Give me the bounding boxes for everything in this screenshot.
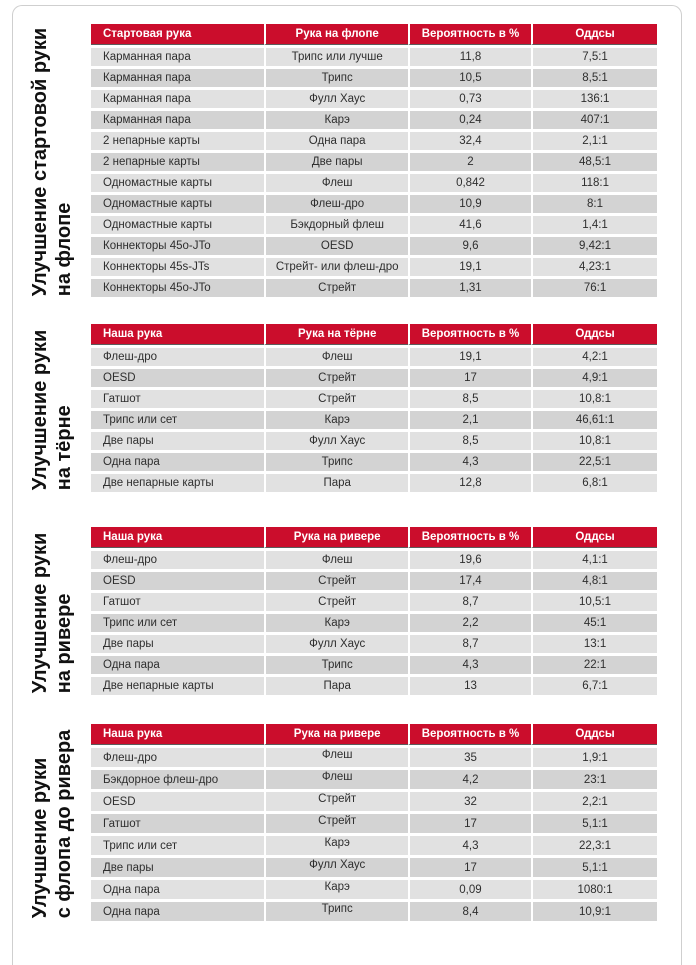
table-cell: Карэ [264, 614, 407, 632]
table-row [91, 390, 657, 408]
table-cell: Флеш-дро [91, 551, 264, 569]
table-cell: 1,31 [408, 279, 531, 297]
table-cell: Карманная пара [91, 111, 264, 129]
table-cell: 13 [408, 677, 531, 695]
table-row [91, 593, 657, 611]
table-header-row [91, 24, 657, 45]
table-cell: Две пары [91, 432, 264, 450]
table-cell: Флеш-дро [91, 348, 264, 366]
table-cell: 23:1 [531, 770, 657, 789]
table-cell: 0,24 [408, 111, 531, 129]
table-cell: 9,6 [408, 237, 531, 255]
table-cell: Трипс [264, 69, 407, 87]
table-cell: Одна пара [91, 656, 264, 674]
table-cell: Стрейт [264, 814, 407, 833]
table-cell: 8,4 [408, 902, 531, 921]
table-cell: 19,6 [408, 551, 531, 569]
table-cell: 5,1:1 [531, 814, 657, 833]
table-cell: 22,5:1 [531, 453, 657, 471]
table-cell: 8,5 [408, 432, 531, 450]
column-header: Оддсы [531, 24, 657, 45]
table-cell: Карэ [264, 411, 407, 429]
table-cell: 2 непарные карты [91, 132, 264, 150]
table-cell: 48,5:1 [531, 153, 657, 171]
table-cell: Флеш [264, 770, 407, 789]
table-cell: Фулл Хаус [264, 90, 407, 108]
table-cell: Стрейт [264, 572, 407, 590]
table-row [91, 195, 657, 213]
table-cell: 35 [408, 748, 531, 767]
table-cell: Две пары [91, 858, 264, 877]
column-header: Рука на ривере [264, 724, 407, 745]
content-page [12, 5, 682, 965]
table-cell: 22,3:1 [531, 836, 657, 855]
table-cell: 4,8:1 [531, 572, 657, 590]
table-cell: 32 [408, 792, 531, 811]
table-row [91, 614, 657, 632]
table-cell: Гатшот [91, 593, 264, 611]
table-cell: 8,5:1 [531, 69, 657, 87]
table-cell: 17 [408, 814, 531, 833]
table-cell: Стрейт [264, 279, 407, 297]
rotated-section-label [13, 324, 91, 495]
table-cell: 7,5:1 [531, 48, 657, 66]
table-cell: Карманная пара [91, 90, 264, 108]
table-cell: 0,842 [408, 174, 531, 192]
table-cell: Флеш [264, 748, 407, 767]
table-cell: Одномастные карты [91, 216, 264, 234]
section-label-line: на ривере [53, 593, 75, 693]
table-cell: Карэ [264, 836, 407, 855]
table-row [91, 474, 657, 492]
table-cell: Коннекторы 45s-JTs [91, 258, 264, 276]
table-cell: 4,3 [408, 656, 531, 674]
column-header: Наша рука [91, 724, 264, 745]
table-cell: Карэ [264, 880, 407, 899]
column-header: Вероятность в % [408, 24, 531, 45]
table-cell: 118:1 [531, 174, 657, 192]
table-wrapper [91, 527, 657, 698]
table-cell: 76:1 [531, 279, 657, 297]
odds-table-river [91, 524, 657, 698]
table-cell: Коннекторы 45o-JTo [91, 237, 264, 255]
table-cell: 10,5 [408, 69, 531, 87]
table-cell: Коннекторы 45o-JTo [91, 279, 264, 297]
table-cell: Пара [264, 677, 407, 695]
table-cell: Флеш [264, 348, 407, 366]
table-cell: Трипс [264, 453, 407, 471]
table-cell: 4,3 [408, 453, 531, 471]
table-header-row [91, 724, 657, 745]
table-cell: 4,23:1 [531, 258, 657, 276]
table-cell: Одна пара [91, 880, 264, 899]
section-label-line: с флопа до ривера [53, 729, 75, 919]
table-cell: Гатшот [91, 814, 264, 833]
table-cell: Две непарные карты [91, 677, 264, 695]
table-cell: 17 [408, 858, 531, 877]
table-row [91, 48, 657, 66]
table-cell: Фулл Хаус [264, 858, 407, 877]
table-cell: 12,8 [408, 474, 531, 492]
rotated-section-label [13, 24, 91, 300]
table-cell: 8,5 [408, 390, 531, 408]
table-row [91, 677, 657, 695]
table-cell: 4,1:1 [531, 551, 657, 569]
table-row [91, 770, 657, 789]
table-row [91, 348, 657, 366]
table-cell: Бэкдорный флеш [264, 216, 407, 234]
table-row [91, 174, 657, 192]
table-cell: Стрейт [264, 369, 407, 387]
table-cell: 4,9:1 [531, 369, 657, 387]
table-cell: 22:1 [531, 656, 657, 674]
table-cell: Трипс или лучше [264, 48, 407, 66]
table-cell: Две пары [264, 153, 407, 171]
table-cell: 32,4 [408, 132, 531, 150]
table-row [91, 90, 657, 108]
table-cell: 10,5:1 [531, 593, 657, 611]
table-cell: 10,9 [408, 195, 531, 213]
table-cell: Трипс или сет [91, 411, 264, 429]
table-row [91, 814, 657, 833]
table-cell: Карманная пара [91, 69, 264, 87]
table-row [91, 216, 657, 234]
table-header-row [91, 324, 657, 345]
table-cell: 6,7:1 [531, 677, 657, 695]
column-header: Рука на флопе [264, 24, 407, 45]
column-header: Рука на ривере [264, 527, 407, 548]
section-label-line: Улучшение стартовой руки [29, 27, 51, 297]
table-cell: 46,61:1 [531, 411, 657, 429]
table-cell: Флеш-дро [264, 195, 407, 213]
table-cell: Бэкдорное флеш-дро [91, 770, 264, 789]
table-cell: Одна пара [264, 132, 407, 150]
table-cell: OESD [91, 792, 264, 811]
table-cell: Флеш-дро [91, 748, 264, 767]
table-cell: 1,9:1 [531, 748, 657, 767]
table-cell: 8:1 [531, 195, 657, 213]
table-row [91, 279, 657, 297]
table-cell: 0,09 [408, 880, 531, 899]
table-cell: Одномастные карты [91, 174, 264, 192]
table-row [91, 902, 657, 921]
table-cell: Флеш [264, 551, 407, 569]
table-row [91, 572, 657, 590]
table-cell: OESD [264, 237, 407, 255]
table-cell: 45:1 [531, 614, 657, 632]
table-row [91, 635, 657, 653]
table-cell: OESD [91, 572, 264, 590]
table-cell: 6,8:1 [531, 474, 657, 492]
column-header: Вероятность в % [408, 724, 531, 745]
table-cell: 10,9:1 [531, 902, 657, 921]
table-cell: Две пары [91, 635, 264, 653]
table-cell: OESD [91, 369, 264, 387]
table-wrapper [91, 24, 657, 300]
table-cell: 8,7 [408, 635, 531, 653]
odds-table-flop-to-river [91, 721, 657, 924]
table-cell: 5,1:1 [531, 858, 657, 877]
section-label-line: на флопе [53, 202, 75, 297]
table-row [91, 258, 657, 276]
table-cell: 2 [408, 153, 531, 171]
column-header: Вероятность в % [408, 324, 531, 345]
table-cell: Одна пара [91, 902, 264, 921]
table-cell: 17,4 [408, 572, 531, 590]
table-cell: Фулл Хаус [264, 635, 407, 653]
table-cell: 10,8:1 [531, 390, 657, 408]
table-cell: Гатшот [91, 390, 264, 408]
table-cell: 11,8 [408, 48, 531, 66]
table-row [91, 153, 657, 171]
table-cell: 136:1 [531, 90, 657, 108]
table-row [91, 748, 657, 767]
table-cell: Фулл Хаус [264, 432, 407, 450]
table-cell: 8,7 [408, 593, 531, 611]
section-flop [13, 24, 681, 300]
table-cell: Стрейт [264, 390, 407, 408]
odds-table-turn [91, 321, 657, 495]
table-row [91, 836, 657, 855]
table-row [91, 453, 657, 471]
table-cell: 1,4:1 [531, 216, 657, 234]
table-row [91, 132, 657, 150]
column-header: Оддсы [531, 527, 657, 548]
section-label-line: Улучшение руки [29, 532, 51, 693]
odds-table-flop [91, 21, 657, 300]
table-cell: Две непарные карты [91, 474, 264, 492]
table-cell: Карманная пара [91, 48, 264, 66]
rotated-section-label [13, 724, 91, 924]
column-header: Стартовая рука [91, 24, 264, 45]
section-river [13, 527, 681, 698]
table-cell: Одномастные карты [91, 195, 264, 213]
table-cell: 13:1 [531, 635, 657, 653]
table-row [91, 69, 657, 87]
table-cell: Стрейт [264, 593, 407, 611]
table-cell: Трипс [264, 902, 407, 921]
table-row [91, 792, 657, 811]
table-cell: Трипс [264, 656, 407, 674]
table-cell: 1080:1 [531, 880, 657, 899]
section-label-line: Улучшение руки [29, 757, 51, 919]
column-header: Вероятность в % [408, 527, 531, 548]
table-row [91, 432, 657, 450]
table-cell: Флеш [264, 174, 407, 192]
section-label-line: Улучшение руки [29, 329, 51, 490]
table-row [91, 858, 657, 877]
table-header-row [91, 527, 657, 548]
table-cell: 9,42:1 [531, 237, 657, 255]
table-cell: 2,2:1 [531, 792, 657, 811]
table-wrapper [91, 724, 657, 924]
table-cell: Карэ [264, 111, 407, 129]
table-row [91, 237, 657, 255]
table-cell: 2,2 [408, 614, 531, 632]
column-header: Оддсы [531, 724, 657, 745]
table-cell: 2,1 [408, 411, 531, 429]
table-cell: 10,8:1 [531, 432, 657, 450]
table-row [91, 111, 657, 129]
table-cell: Пара [264, 474, 407, 492]
table-cell: 4,2:1 [531, 348, 657, 366]
table-row [91, 880, 657, 899]
table-cell: 0,73 [408, 90, 531, 108]
table-cell: 4,2 [408, 770, 531, 789]
section-label-line: на тёрне [53, 404, 75, 490]
column-header: Наша рука [91, 324, 264, 345]
table-cell: Трипс или сет [91, 614, 264, 632]
table-cell: Одна пара [91, 453, 264, 471]
table-row [91, 656, 657, 674]
table-cell: 2 непарные карты [91, 153, 264, 171]
table-cell: 19,1 [408, 258, 531, 276]
table-cell: 407:1 [531, 111, 657, 129]
table-cell: Стрейт [264, 792, 407, 811]
table-cell: Стрейт- или флеш-дро [264, 258, 407, 276]
table-cell: 2,1:1 [531, 132, 657, 150]
table-row [91, 551, 657, 569]
table-cell: 4,3 [408, 836, 531, 855]
table-row [91, 369, 657, 387]
section-flop-to-river [13, 724, 681, 924]
column-header: Рука на тёрне [264, 324, 407, 345]
table-cell: Трипс или сет [91, 836, 264, 855]
table-row [91, 411, 657, 429]
rotated-section-label [13, 527, 91, 698]
table-wrapper [91, 324, 657, 495]
table-cell: 19,1 [408, 348, 531, 366]
section-turn [13, 324, 681, 495]
table-cell: 41,6 [408, 216, 531, 234]
column-header: Наша рука [91, 527, 264, 548]
column-header: Оддсы [531, 324, 657, 345]
table-cell: 17 [408, 369, 531, 387]
